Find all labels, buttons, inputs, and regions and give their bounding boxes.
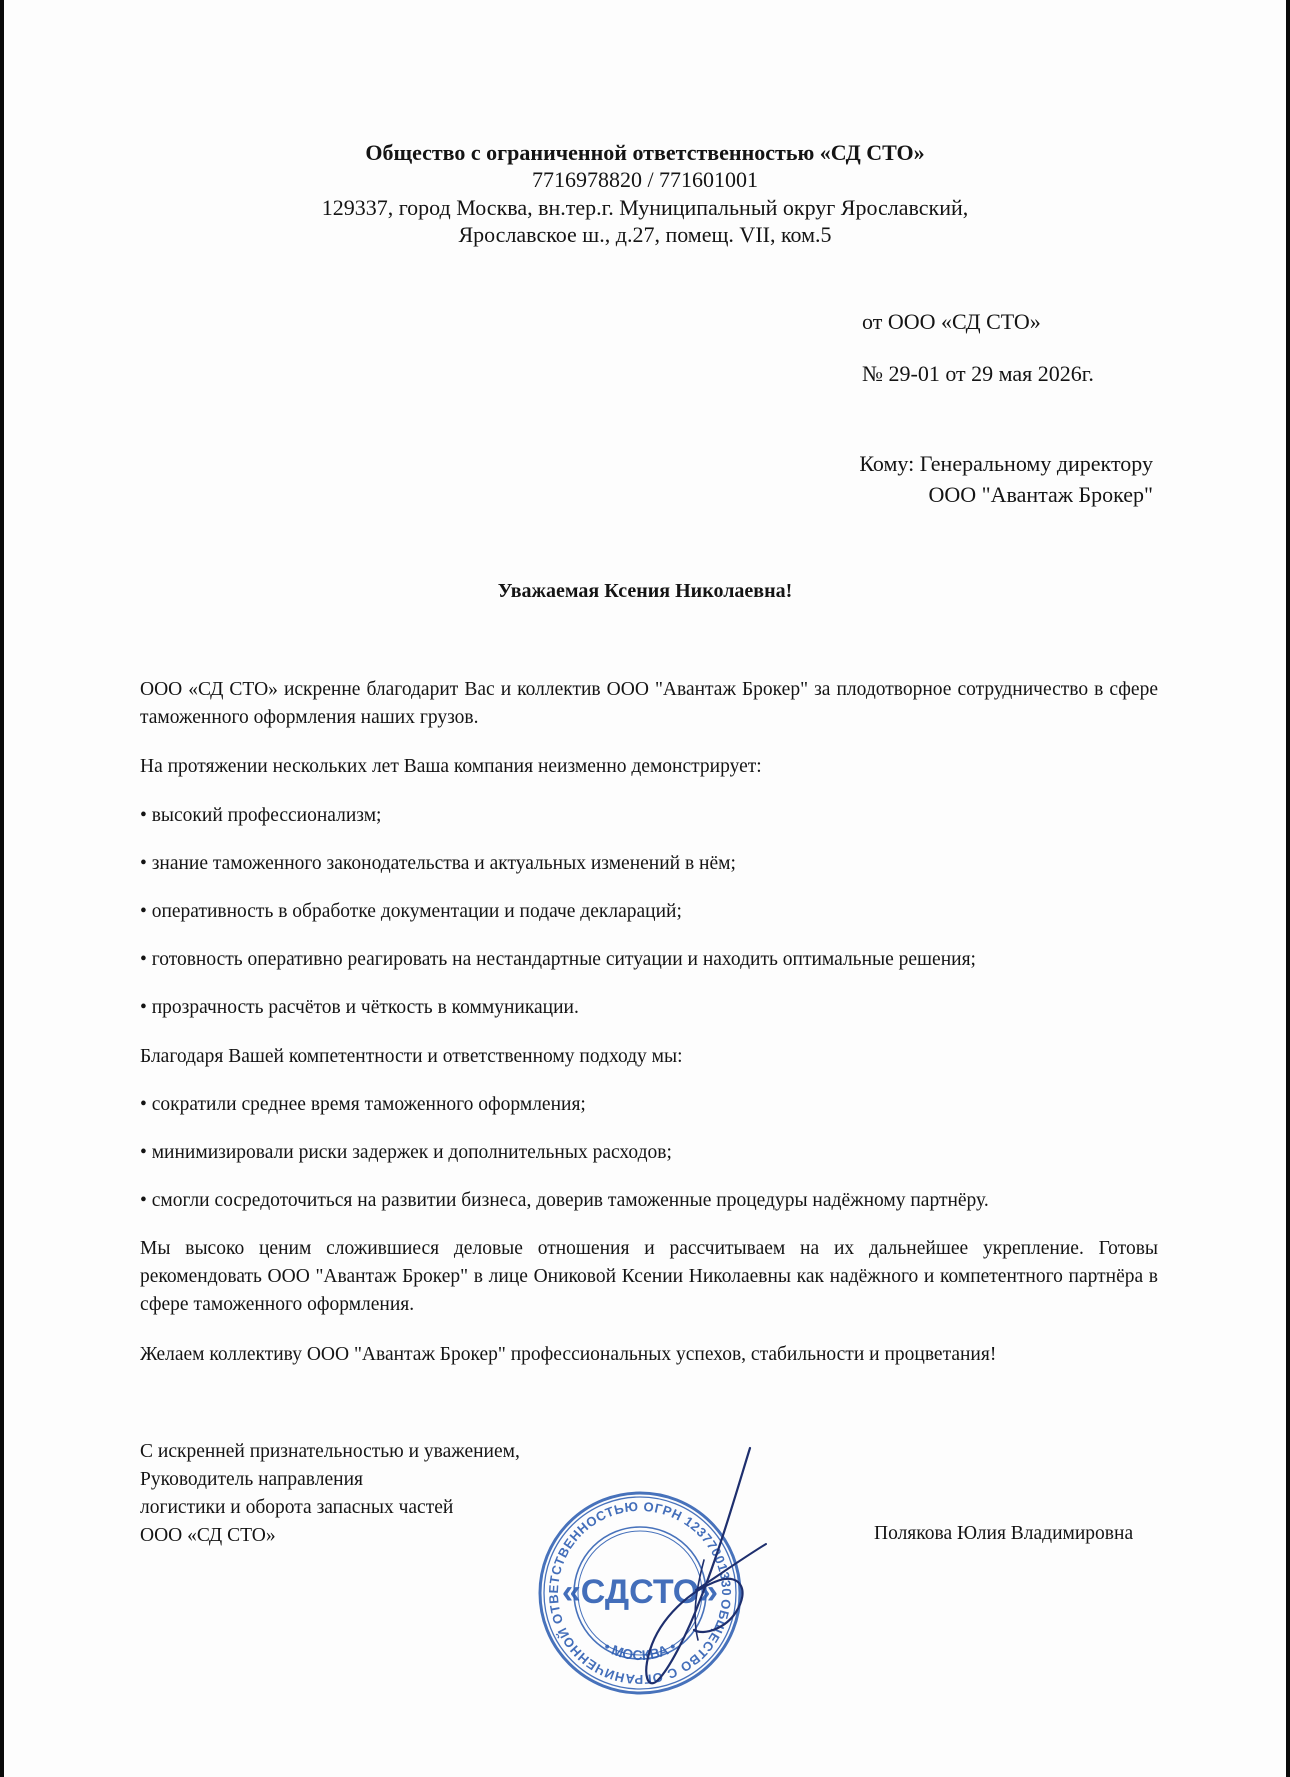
lead-paragraph-2: Благодаря Вашей компетентности и ответственному подходу мы: (140, 1046, 683, 1067)
list-item: • оперативность в обработке документации и подаче деклараций; (140, 901, 682, 922)
list-item: • прозрачность расчётов и чёткость в коммуникации. (140, 997, 579, 1018)
intro-paragraph: ООО «СД СТО» искренне благодарит Вас и коллектив ООО "Авантаж Брокер" за плодотворное сотрудничество в сфере таможенного оформления наших грузов. (140, 679, 1158, 728)
handwritten-signature (600, 1440, 780, 1700)
closing-line-2: Руководитель направления (140, 1469, 363, 1490)
scan-edge-right (1286, 0, 1290, 1777)
list-item: • смогли сосредоточиться на развитии бизнеса, доверив таможенные процедуры надёжному партнёру. (140, 1190, 989, 1211)
company-address-line-1: 129337, город Москва, вн.тер.г. Муниципальный округ Ярославский, (321, 195, 969, 220)
lead-paragraph-1: На протяжении нескольких лет Ваша компания неизменно демонстрирует: (140, 756, 762, 777)
closing-line-3: логистики и оборота запасных частей (140, 1497, 454, 1518)
list-item: • знание таможенного законодательства и актуальных изменений в нём; (140, 853, 736, 874)
scan-edge-left (0, 0, 4, 1777)
salutation: Уважаемая Ксения Николаевна! (497, 580, 793, 602)
letter-number: № 29-01 от 29 мая 2026г. (862, 361, 1094, 386)
closing-line-4: ООО «СД СТО» (140, 1525, 276, 1546)
wish-paragraph: Желаем коллективу ООО "Авантаж Брокер" профессиональных успехов, стабильности и процветания! (140, 1344, 997, 1365)
list-item: • готовность оперативно реагировать на нестандартные ситуации и находить оптимальные решения; (140, 949, 976, 970)
recipient-line-1: Кому: Генеральному директору (859, 451, 1153, 476)
list-item: • высокий профессионализм; (140, 805, 382, 826)
company-inn-kpp: 7716978820 / 771601001 (531, 167, 759, 192)
seal-center-text: «СДСТО» (561, 1573, 719, 1611)
closing-line-1: С искренней признательностью и уважением, (140, 1441, 520, 1462)
letter-from: от ООО «СД СТО» (862, 309, 1041, 334)
list-item: • минимизировали риски задержек и дополнительных расходов; (140, 1142, 672, 1163)
seal-city-text: • МОСКВА • (601, 1638, 679, 1664)
recipient-line-2: ООО "Авантаж Брокер" (928, 482, 1153, 507)
company-address-line-2: Ярославское ш., д.27, помещ. VII, ком.5 (458, 222, 832, 247)
recommendation-paragraph: Мы высоко ценим сложившиеся деловые отношения и рассчитываем на их дальнейшее укрепление. Готовы рекомендовать ООО "Авантаж Брокер" в лице Ониковой Ксении Николаевны как надёжного и компетентного партнёра в сфере таможенного оформления. (140, 1238, 1158, 1315)
signatory-name: Полякова Юлия Владимировна (874, 1523, 1134, 1544)
list-item: • сократили среднее время таможенного оформления; (140, 1094, 586, 1115)
company-name: Общество с ограниченной ответственностью «СД СТО» (365, 140, 925, 165)
seal-ring-text: ОБЩЕСТВО С ОГРАНИЧЕННОЙ ОТВЕТСТВЕННОСТЬЮ ОГРН 1237700133054 (545, 1498, 735, 1688)
